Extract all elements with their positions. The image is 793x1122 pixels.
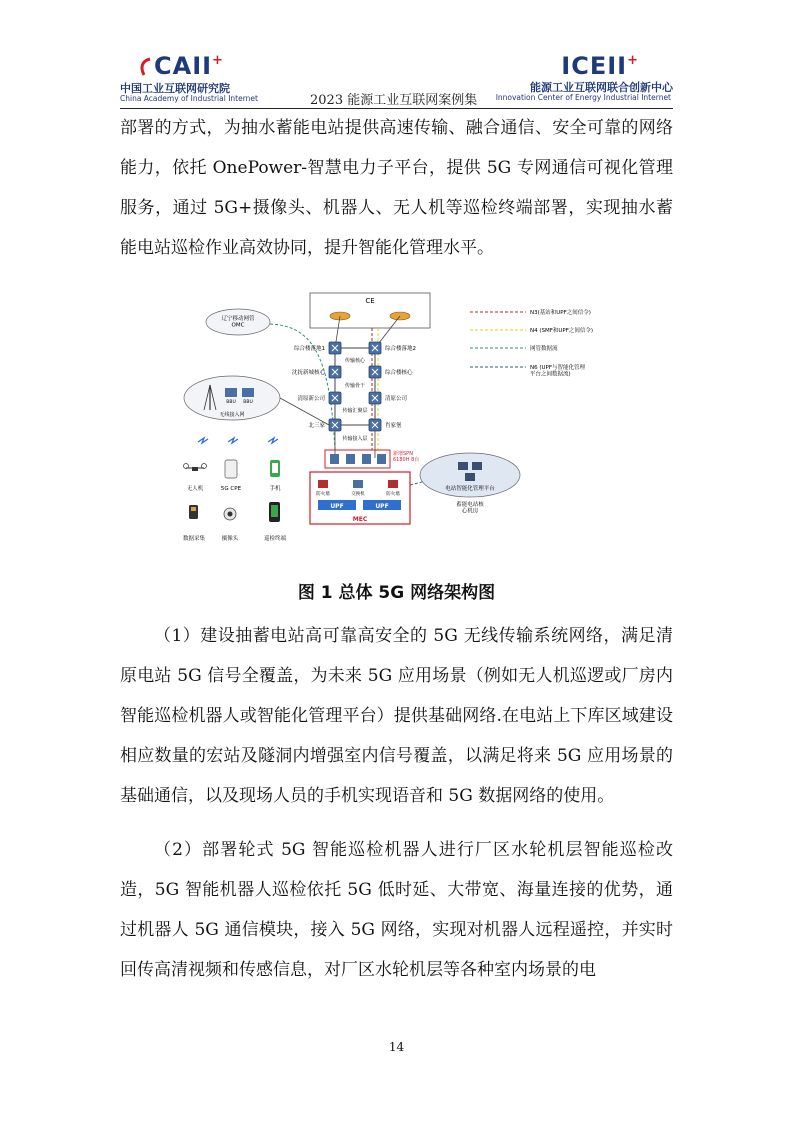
router-node-right-2 (369, 366, 381, 378)
oam-path (270, 324, 335, 450)
link-label-4: 传输接入层 (342, 436, 368, 442)
network-diagram (170, 290, 630, 555)
switch-icon-1 (353, 480, 363, 488)
link-label-3: 传输汇聚层 (342, 408, 368, 414)
page-number: 14 (388, 1040, 405, 1054)
camera-lens-icon (228, 512, 233, 517)
node-label-left-1: 综合楼落地1 (294, 346, 325, 352)
terminal-label-3: 手机 (269, 486, 281, 492)
node-label-right-4: 肖家堡 (385, 423, 402, 429)
body-text-bottom (120, 616, 673, 990)
header-title: 2023 能源工业互联网案例集 (310, 93, 478, 108)
mec-label: MEC (352, 516, 368, 523)
bbu-label-2: BBU (243, 400, 253, 405)
legend-label-n6: N6 (UPF与智能化管理平台之间数据流) (530, 365, 586, 378)
terminal-label-5: 摄像头 (221, 536, 239, 542)
ran-link (280, 398, 329, 425)
spn-device-4 (377, 454, 386, 464)
server-icon-1 (458, 462, 468, 470)
platform-label: 电站智能化管理平台 (445, 486, 495, 492)
router-node-right-4 (369, 419, 381, 431)
figure-caption: 图 1 总体 5G 网络架构图 (297, 583, 496, 603)
server-room-label: 蓄能电站核心机房 (456, 502, 484, 515)
firewall-icon-2 (388, 480, 398, 488)
drone-icon (184, 464, 207, 472)
cpe-icon (225, 460, 237, 478)
bbu-label-1: BBU (226, 400, 236, 405)
router-node-left-4 (329, 419, 341, 431)
legend (470, 308, 593, 378)
node-label-left-2: 沈抚新城核心 (291, 370, 325, 376)
terminal-label-2: 5G CPE (220, 486, 242, 492)
terminal-label-4: 数据采集 (182, 536, 206, 542)
spn-label: 新增SPN 6180H 8台 (393, 451, 420, 463)
iceii-logo-cn: 能源工业互联网联合创新中心 (530, 81, 673, 94)
node-label-right-1: 综合楼落地2 (385, 346, 416, 352)
router-node-left-2 (329, 366, 341, 378)
mec-device-label-3: 防火墙 (386, 492, 400, 497)
body-text-top (120, 108, 673, 268)
iceii-logo-en: Innovation Center of Energy Industrial Internet (495, 93, 671, 102)
upf-label-1: UPF (330, 503, 344, 510)
node-label-left-4: 北三家 (308, 423, 325, 429)
spn-device-1 (330, 454, 339, 464)
wireless-icon-3 (268, 438, 278, 443)
bbu-icon-1 (225, 388, 237, 397)
phone-screen-icon (272, 463, 278, 473)
legend-label-n3: N3(基站和UPF之间信令) (530, 310, 591, 316)
caii-logo-cn: 中国工业互联网研究院 (120, 82, 230, 95)
router-node-right-3 (369, 392, 381, 404)
link-label-1: 传输核心 (344, 358, 366, 364)
mec-device-label-2: 交换机 (351, 492, 365, 497)
node-label-left-3: 清原新公司 (297, 396, 325, 402)
server-icon-2 (472, 462, 482, 470)
network-architecture-figure (170, 290, 630, 555)
caii-logo-en: China Academy of Industrial Internet (120, 94, 258, 103)
spn-device-2 (346, 454, 355, 464)
omc-label: 辽宁移动网管 OMC (221, 316, 255, 329)
link-label-2: 传输骨干 (344, 383, 366, 389)
page-header (120, 52, 673, 108)
n6-path (410, 482, 422, 485)
node-label-right-2: 综合楼核心 (385, 370, 413, 376)
paragraph: 部署的方式，为抽水蓄能电站提供高速传输、融合通信、安全可靠的网络能力，依托 OnePower-智慧电力子平台，提供 5G 专网通信可视化管理服务，通过 5G+摄像头、机器人、无人机等巡检终端部署，实现抽水蓄能电站巡检作业高效协同，提升智能化管理水平。 (120, 118, 673, 258)
router-node-left-3 (329, 392, 341, 404)
spn-device-3 (362, 454, 371, 464)
terminal-label-6: 巡检终端 (263, 536, 287, 542)
router-node-right-1 (369, 342, 381, 354)
legend-label-oam: 网管数据流 (530, 346, 558, 352)
iceii-logo (495, 52, 673, 108)
terminal-label-1: 无人机 (186, 486, 204, 492)
paragraph: （1）建设抽蓄电站高可靠高安全的 5G 无线传输系统网络，满足清原电站 5G 信号全覆盖，为未来 5G 应用场景（例如无人机巡逻或厂房内智能巡检机器人或智能化管理平台）提供基础网络.在电站上下库区域建设相应数量的宏站及隧洞内增强室内信号覆盖，以满足将来 5G 应用场景的基础通信，以及现场人员的手机实现语音和 5G 数据网络的使用。 (120, 626, 673, 806)
upf-label-2: UPF (375, 503, 389, 510)
caii-logo-mark: CAII+ (154, 52, 224, 80)
router-node-left-1 (329, 342, 341, 354)
bbu-icon-2 (242, 388, 254, 397)
node-label-right-3: 清原公司 (385, 396, 408, 402)
ran-label: 无线接入网 (219, 412, 245, 418)
wireless-icon-2 (228, 438, 238, 443)
ce-label: CE (365, 297, 375, 305)
wireless-icon-1 (198, 438, 208, 443)
iceii-logo-mark: ICEII+ (561, 52, 639, 80)
inspection-terminal-screen-icon (271, 505, 278, 517)
mec-device-label-1: 防火墙 (316, 492, 330, 497)
data-collector-screen-icon (191, 507, 196, 511)
paragraph: （2）部署轮式 5G 智能巡检机器人进行厂区水轮机层智能巡检改造，5G 智能机器人巡检依托 5G 低时延、大带宽、海量连接的优势，通过机器人 5G 通信模块，接入 5G 网络，实现对机器人远程遥控，并实时回传高清视频和传感信息，对厂区水轮机层等各种室内场景的电 (120, 840, 673, 980)
firewall-icon-1 (318, 480, 328, 488)
legend-label-n4: N4 (SMF和UPF之间信令) (530, 328, 594, 334)
caii-swoosh-icon (138, 57, 152, 77)
server-icon-3 (465, 473, 475, 481)
